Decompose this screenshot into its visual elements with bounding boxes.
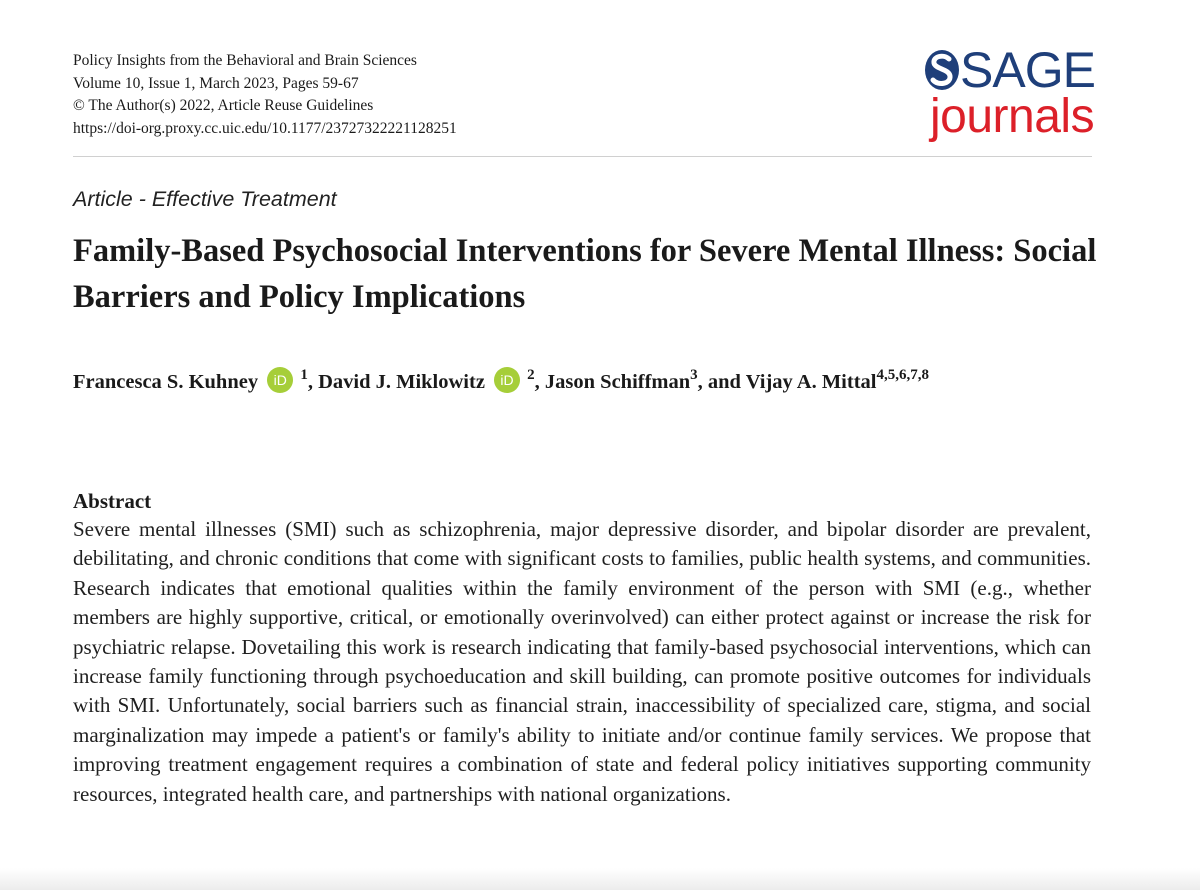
author-affiliation: 2 — [527, 367, 535, 383]
author-name[interactable]: Vijay A. Mittal — [745, 371, 877, 393]
logo-sage-text: SAGE — [960, 42, 1095, 98]
page-bottom-shadow — [0, 868, 1200, 890]
author-separator: , — [534, 371, 545, 393]
author-affiliation: 4,5,6,7,8 — [876, 367, 929, 383]
article-type: Article - Effective Treatment — [73, 187, 337, 211]
volume-info: Volume 10, Issue 1, March 2023, Pages 59-67 — [73, 74, 359, 92]
orcid-icon-label: iD — [273, 372, 287, 388]
author-list — [73, 366, 1133, 399]
doi-link[interactable]: https://doi-org.proxy.cc.uic.edu/10.1177/23727322221128251 — [73, 119, 457, 137]
orcid-icon[interactable] — [494, 367, 520, 393]
abstract-section — [73, 487, 1091, 809]
sage-emblem-icon — [924, 48, 960, 92]
author-name[interactable]: Francesca S. Kuhney — [73, 371, 259, 393]
orcid-icon-label: iD — [500, 372, 514, 388]
article-title: Family-Based Psychosocial Interventions for Severe Mental Illness: Social Barriers and Policy Implications — [73, 233, 1097, 315]
sage-journals-logo[interactable] — [924, 44, 1104, 154]
abstract-text: Severe mental illnesses (SMI) such as schizophrenia, major depressive disorder, and bipolar disorder are prevalent, debilitating, and chronic conditions that come with significant costs to families, public health systems, and communities. Research indicates that emotional qualities within the family environment of the person with SMI (e.g., whether members are highly supportive, critical, or emotionally overinvolved) can either protect against or increase the risk for psychiatric relapse. Dovetailing this work is research indicating that family-based psychosocial interventions, which can increase family functioning through psychoeducation and skill building, can promote positive outcomes for individuals with SMI. Unfortunately, social barriers such as financial strain, inaccessibility of specialized care, stigma, and social marginalization may impede a patient's or family's ability to initiate and/or continue family services. We propose that improving treatment engagement requires a combination of state and federal policy initiatives supporting community resources, integrated health care, and partnerships with national organizations. — [73, 517, 1091, 806]
author-separator: , — [307, 371, 319, 393]
logo-journals-text: journals — [930, 90, 1095, 143]
journal-name: Policy Insights from the Behavioral and Brain Sciences — [73, 52, 417, 69]
journal-metadata — [73, 50, 633, 140]
header-divider — [73, 156, 1092, 157]
author-name[interactable]: David J. Miklowitz — [318, 371, 485, 393]
author-separator: , and — [697, 371, 746, 393]
author-affiliation: 3 — [690, 367, 698, 383]
author-name[interactable]: Jason Schiffman — [544, 371, 691, 393]
abstract-heading: Abstract — [73, 489, 152, 513]
orcid-icon[interactable] — [267, 367, 293, 393]
author-affiliation: 1 — [300, 367, 308, 383]
copyright-line[interactable]: © The Author(s) 2022, Article Reuse Guidelines — [73, 97, 374, 114]
